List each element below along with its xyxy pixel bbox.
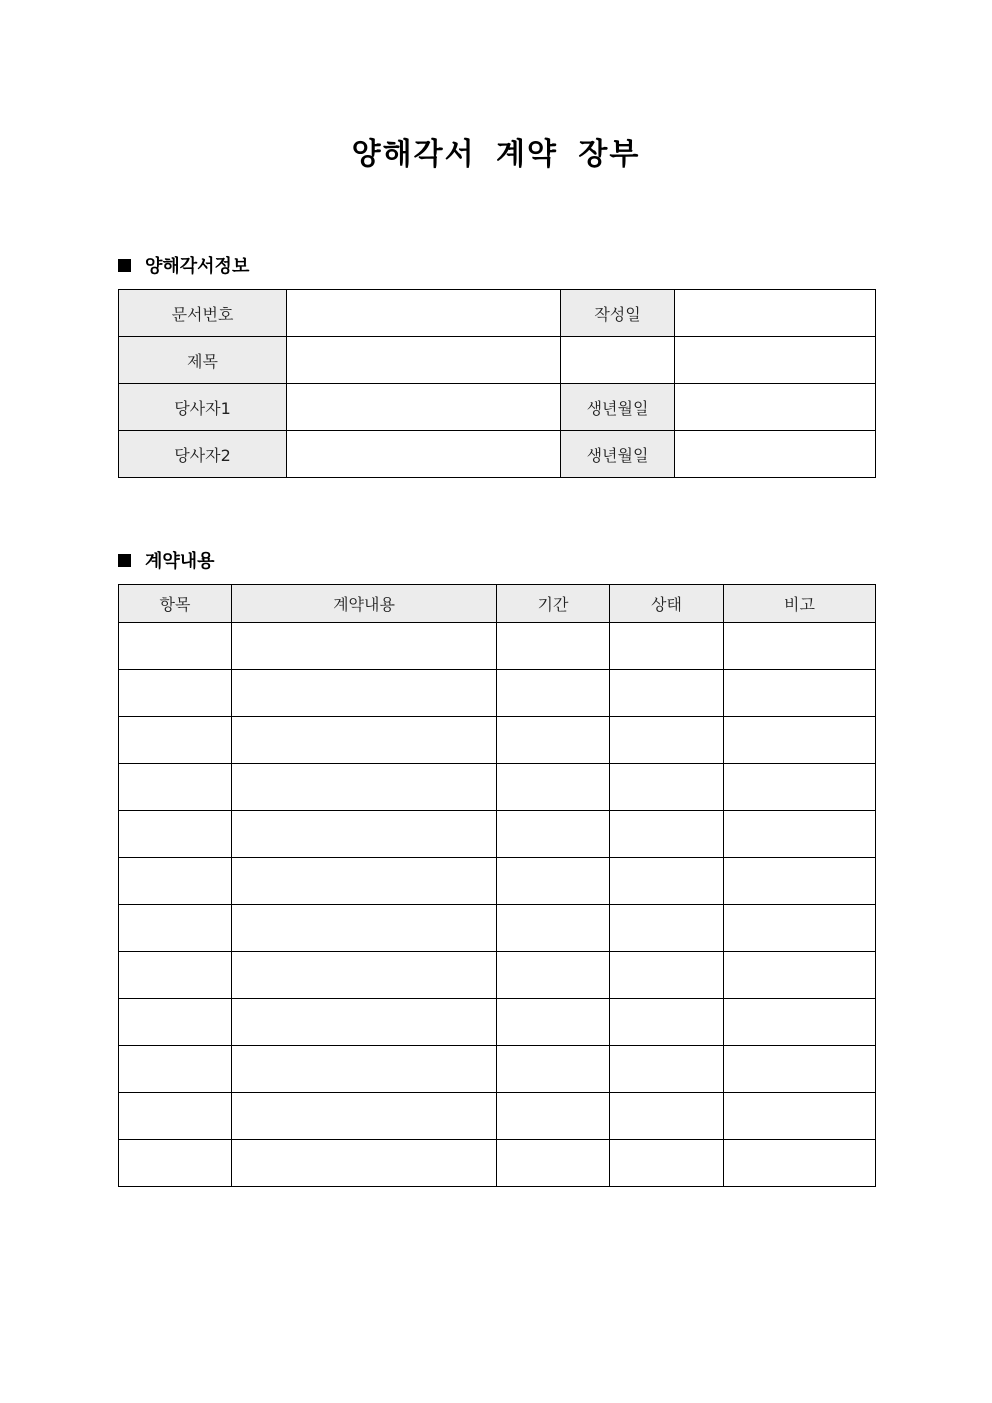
table-row (119, 670, 876, 717)
status-cell[interactable] (610, 623, 724, 670)
period-cell[interactable] (497, 1093, 610, 1140)
contract-table (118, 584, 876, 1187)
table-row (119, 858, 876, 905)
table-row (119, 1140, 876, 1187)
content-cell[interactable] (232, 670, 497, 717)
item-cell[interactable] (119, 905, 232, 952)
column-header-period: 기간 (497, 585, 610, 623)
remarks-cell[interactable] (724, 764, 876, 811)
remarks-cell[interactable] (724, 670, 876, 717)
status-cell[interactable] (610, 952, 724, 999)
item-cell[interactable] (119, 999, 232, 1046)
content-cell[interactable] (232, 1093, 497, 1140)
section-heading-label: 계약내용 (145, 551, 215, 572)
info-row-party1 (119, 384, 876, 431)
item-cell[interactable] (119, 1046, 232, 1093)
column-header-remarks: 비고 (724, 585, 876, 623)
period-cell[interactable] (497, 952, 610, 999)
info-label-party1-birthdate: 생년월일 (561, 384, 675, 431)
info-row-party2 (119, 431, 876, 478)
period-cell[interactable] (497, 623, 610, 670)
table-row (119, 623, 876, 670)
content-cell[interactable] (232, 999, 497, 1046)
item-cell[interactable] (119, 811, 232, 858)
contract-header-row (119, 585, 876, 623)
remarks-cell[interactable] (724, 952, 876, 999)
info-label-party1: 당사자1 (119, 384, 287, 431)
remarks-cell[interactable] (724, 999, 876, 1046)
title-extra-field[interactable] (675, 337, 876, 384)
party2-birthdate-field[interactable] (675, 431, 876, 478)
period-cell[interactable] (497, 1140, 610, 1187)
section-heading-contract (118, 547, 215, 573)
item-cell[interactable] (119, 764, 232, 811)
table-row (119, 811, 876, 858)
period-cell[interactable] (497, 905, 610, 952)
table-row (119, 905, 876, 952)
party1-birthdate-field[interactable] (675, 384, 876, 431)
status-cell[interactable] (610, 1046, 724, 1093)
period-cell[interactable] (497, 811, 610, 858)
party1-field[interactable] (287, 384, 561, 431)
section-heading-label: 양해각서정보 (145, 256, 250, 277)
table-row (119, 764, 876, 811)
item-cell[interactable] (119, 623, 232, 670)
page-title: 양해각서 계약 장부 (351, 137, 641, 172)
content-cell[interactable] (232, 764, 497, 811)
content-cell[interactable] (232, 905, 497, 952)
content-cell[interactable] (232, 1140, 497, 1187)
content-cell[interactable] (232, 858, 497, 905)
status-cell[interactable] (610, 764, 724, 811)
item-cell[interactable] (119, 952, 232, 999)
period-cell[interactable] (497, 858, 610, 905)
period-cell[interactable] (497, 1046, 610, 1093)
square-bullet-icon (118, 259, 131, 272)
content-cell[interactable] (232, 811, 497, 858)
item-cell[interactable] (119, 1140, 232, 1187)
square-bullet-icon (118, 554, 131, 567)
status-cell[interactable] (610, 858, 724, 905)
table-row (119, 952, 876, 999)
remarks-cell[interactable] (724, 1140, 876, 1187)
party2-field[interactable] (287, 431, 561, 478)
item-cell[interactable] (119, 717, 232, 764)
column-header-item: 항목 (119, 585, 232, 623)
info-label-date: 작성일 (561, 290, 675, 337)
status-cell[interactable] (610, 1140, 724, 1187)
status-cell[interactable] (610, 999, 724, 1046)
remarks-cell[interactable] (724, 1046, 876, 1093)
remarks-cell[interactable] (724, 858, 876, 905)
status-cell[interactable] (610, 717, 724, 764)
section-heading-info (118, 252, 249, 278)
table-row (119, 1093, 876, 1140)
column-header-status: 상태 (610, 585, 724, 623)
info-label-party2: 당사자2 (119, 431, 287, 478)
doc-number-field[interactable] (287, 290, 561, 337)
status-cell[interactable] (610, 905, 724, 952)
title-extra-cell[interactable] (561, 337, 675, 384)
content-cell[interactable] (232, 1046, 497, 1093)
column-header-content: 계약내용 (232, 585, 497, 623)
remarks-cell[interactable] (724, 623, 876, 670)
period-cell[interactable] (497, 999, 610, 1046)
remarks-cell[interactable] (724, 1093, 876, 1140)
status-cell[interactable] (610, 811, 724, 858)
period-cell[interactable] (497, 717, 610, 764)
table-row (119, 717, 876, 764)
content-cell[interactable] (232, 952, 497, 999)
status-cell[interactable] (610, 670, 724, 717)
info-row-doc-number (119, 290, 876, 337)
info-label-doc-number: 문서번호 (119, 290, 287, 337)
info-label-party2-birthdate: 생년월일 (561, 431, 675, 478)
remarks-cell[interactable] (724, 717, 876, 764)
status-cell[interactable] (610, 1093, 724, 1140)
remarks-cell[interactable] (724, 905, 876, 952)
table-row (119, 999, 876, 1046)
content-cell[interactable] (232, 623, 497, 670)
remarks-cell[interactable] (724, 811, 876, 858)
info-row-title (119, 337, 876, 384)
content-cell[interactable] (232, 717, 497, 764)
period-cell[interactable] (497, 670, 610, 717)
table-row (119, 1046, 876, 1093)
title-field[interactable] (287, 337, 561, 384)
item-cell[interactable] (119, 670, 232, 717)
period-cell[interactable] (497, 764, 610, 811)
item-cell[interactable] (119, 1093, 232, 1140)
date-field[interactable] (675, 290, 876, 337)
item-cell[interactable] (119, 858, 232, 905)
info-label-title: 제목 (119, 337, 287, 384)
info-table (118, 289, 876, 478)
